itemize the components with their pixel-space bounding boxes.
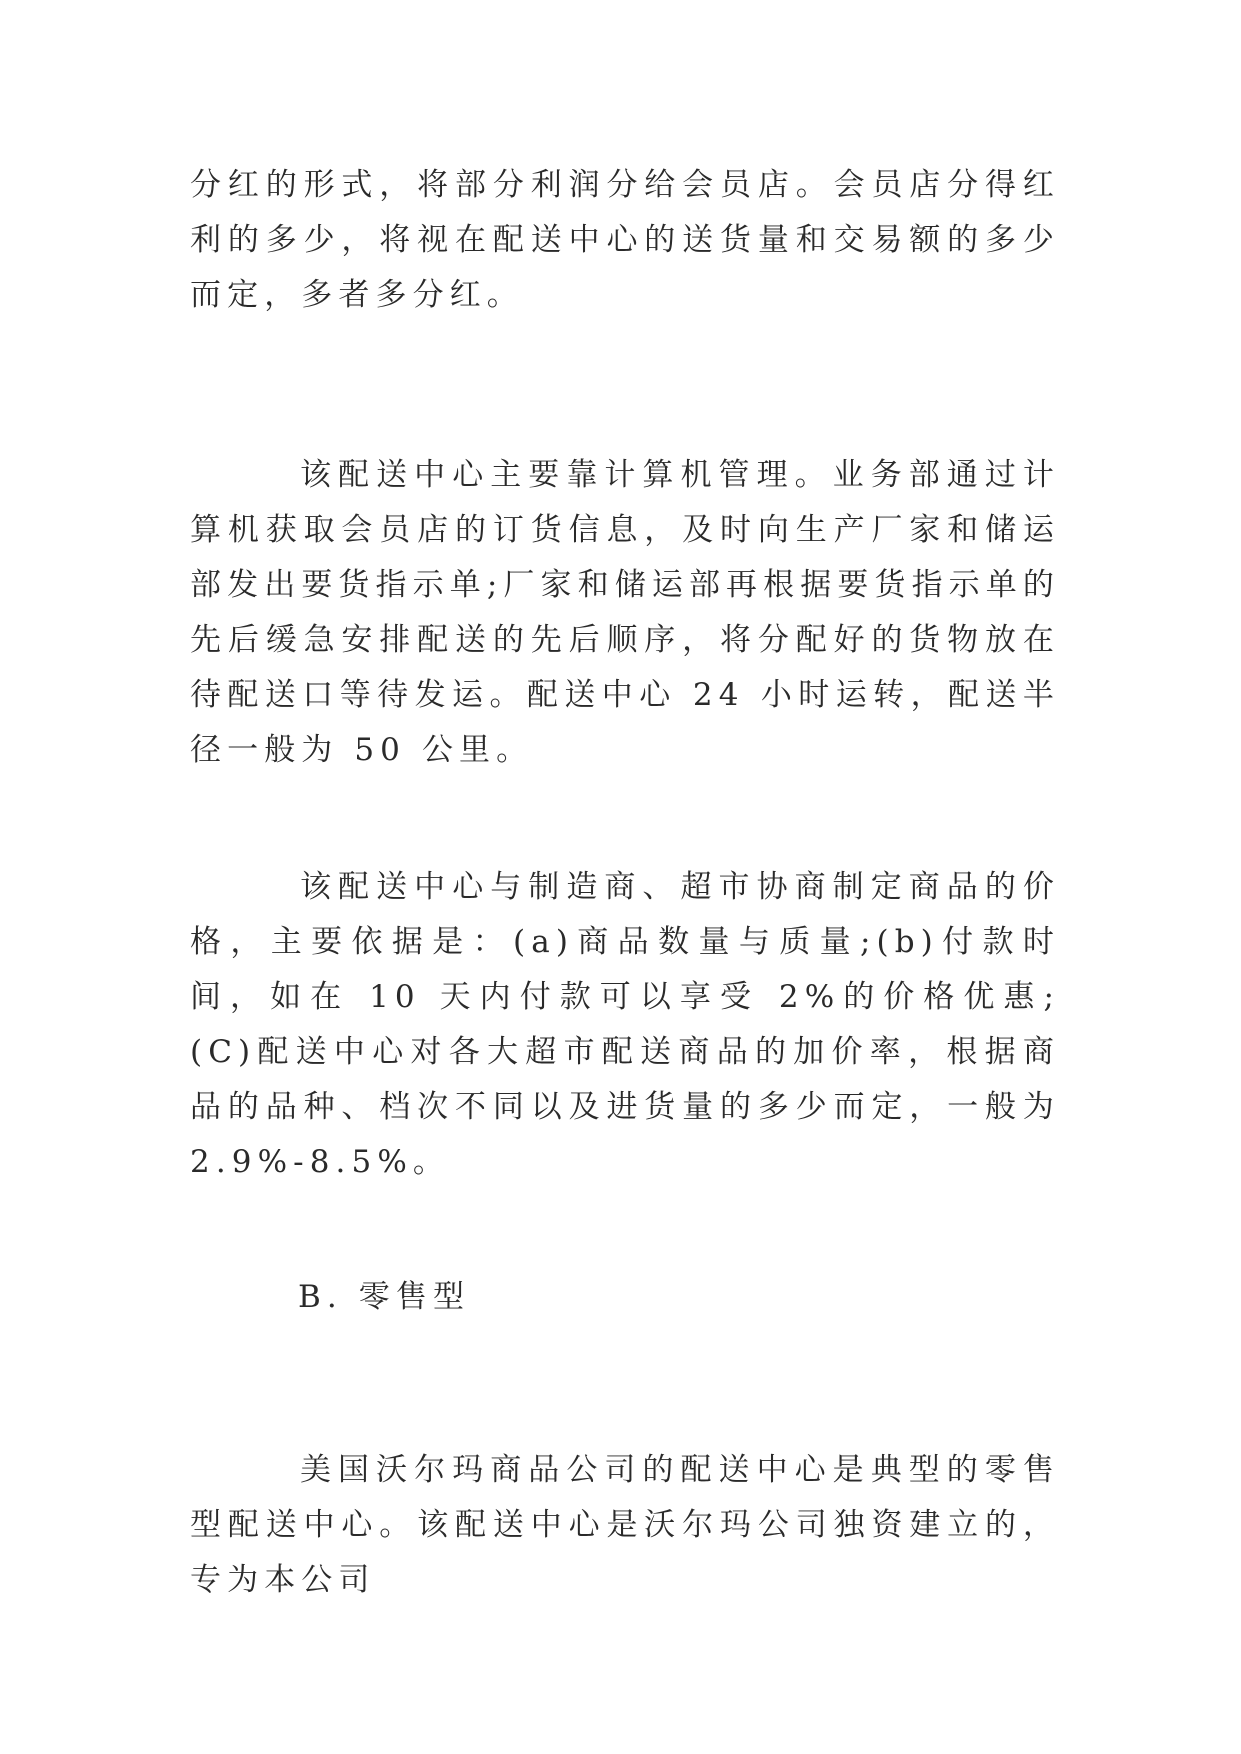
paragraph-computer-management: 该配送中心主要靠计算机管理。业务部通过计算机获取会员店的订货信息，及时向生产厂家和储运部发出要货指示单;厂家和储运部再根据要货指示单的先后缓急安排配送的先后顺序，将分配好的货物放在待配送口等待发运。配送中心 24 小时运转，配送半径一般为 50 公里。 <box>190 457 1060 768</box>
section-heading-retail-type: B. 零售型 <box>298 1279 471 1315</box>
paragraph-walmart: 美国沃尔玛商品公司的配送中心是典型的零售型配送中心。该配送中心是沃尔玛公司独资建立的，专为本公司 <box>190 1452 1060 1598</box>
paragraph-dividend: 分红的形式，将部分利润分给会员店。会员店分得红利的多少，将视在配送中心的送货量和交易额的多少而定，多者多分红。 <box>190 167 1060 313</box>
paragraph-pricing: 该配送中心与制造商、超市协商制定商品的价格，主要依据是：(a)商品数量与质量;(b)付款时间，如在 10 天内付款可以享受 2%的价格优惠;(C)配送中心对各大超市配送商品的加价率，根据商品的品种、档次不同以及进货量的多少而定，一般为 2.9%-8.5%。 <box>190 869 1060 1180</box>
